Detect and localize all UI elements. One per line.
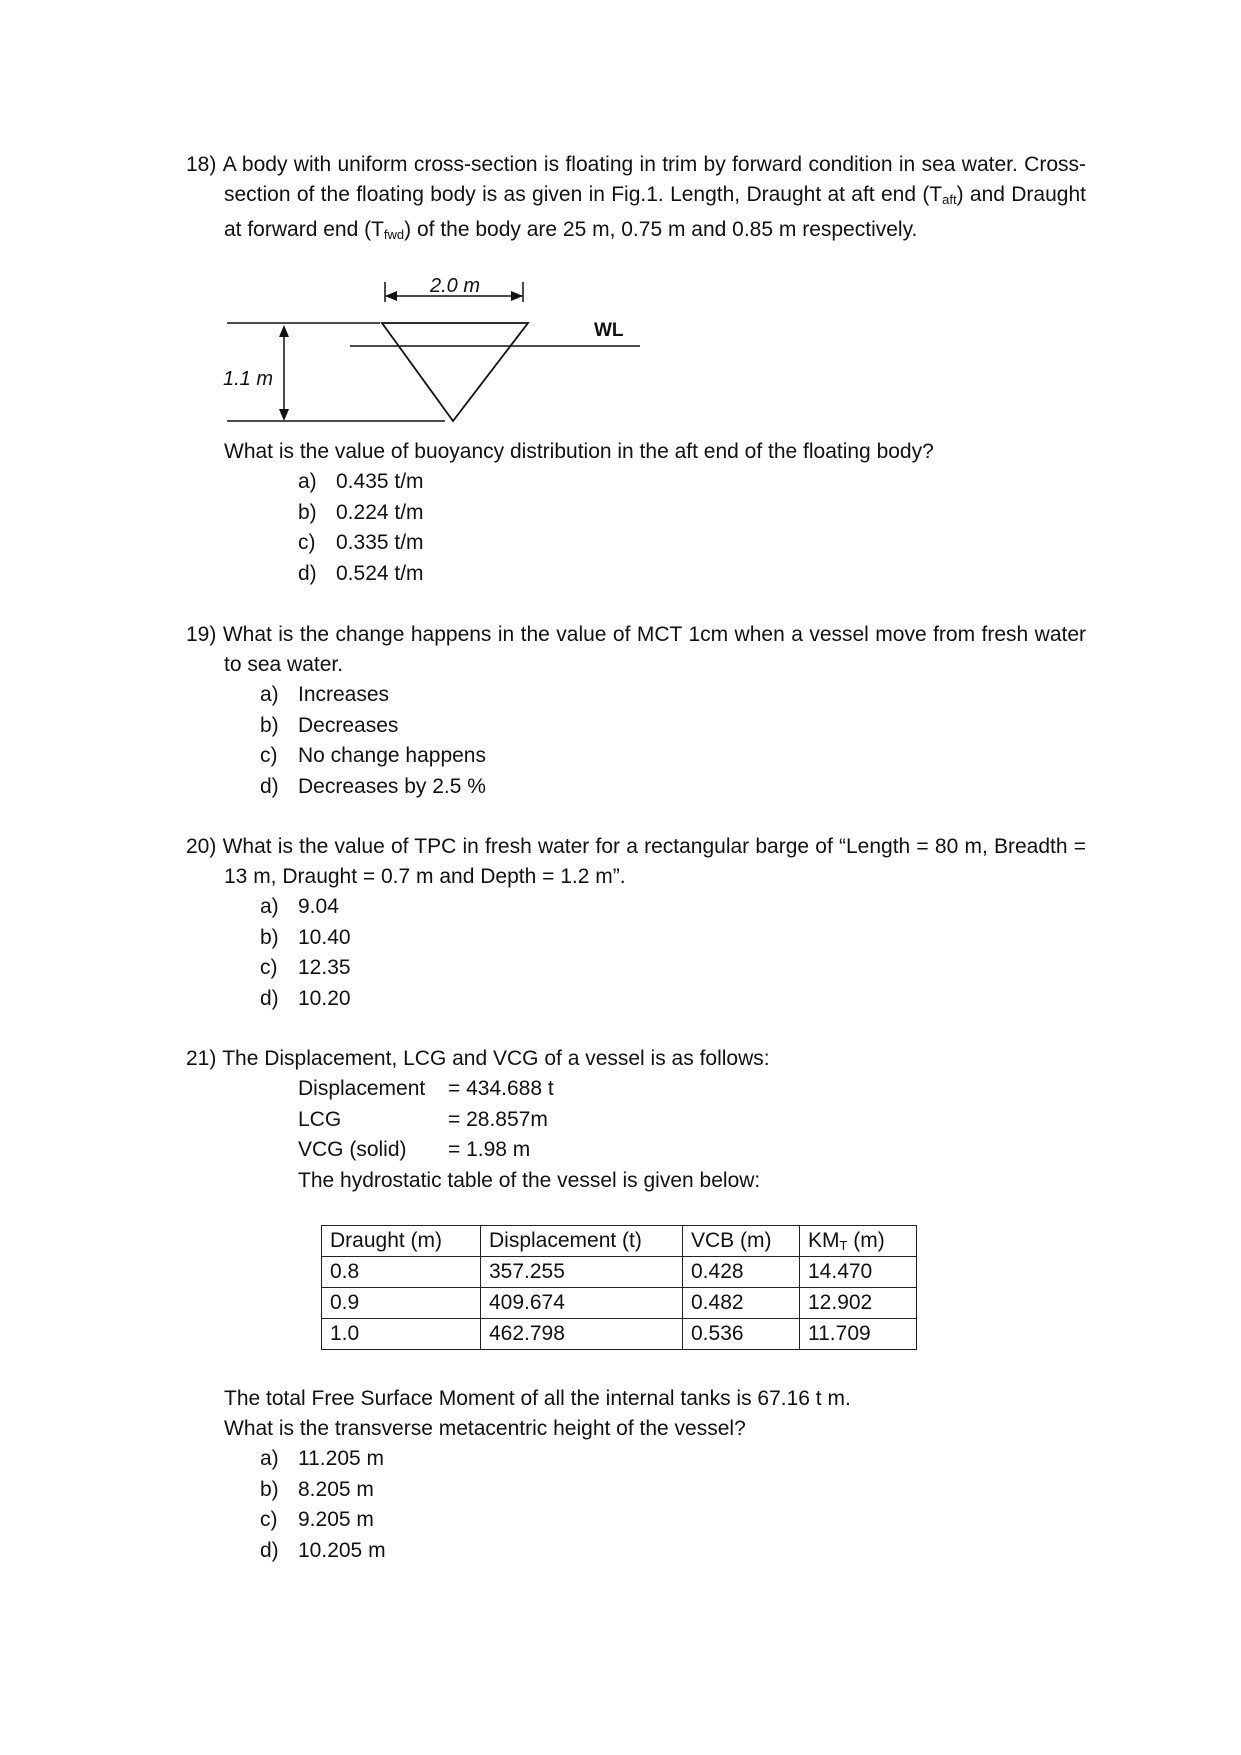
question-21-stem: 21) The Displacement, LCG and VCG of a vessel is as follows: (186, 1047, 770, 1070)
options-21 (260, 1444, 1084, 1566)
cross-section-figure (0, 0, 1241, 460)
option[interactable]: a) 11.205 m (260, 1447, 384, 1470)
options-18 (298, 467, 1084, 589)
given-row: VCG (solid) = 1.98 m (298, 1138, 531, 1161)
question-21-question: What is the transverse metacentric height of the vessel? (224, 1417, 746, 1440)
option[interactable]: c) 12.35 (260, 956, 351, 979)
table-row (322, 1288, 917, 1319)
cell: 12.902 (800, 1288, 917, 1319)
triangle-section (382, 323, 528, 421)
question-19 (186, 620, 1086, 802)
col-header: Draught (m) (322, 1226, 481, 1257)
hydrostatic-table (321, 1225, 917, 1350)
stem-part: ) and Draught at forward end (T (224, 183, 1086, 241)
option[interactable]: d) 0.524 t/m (298, 561, 424, 585)
cell: 0.536 (683, 1319, 800, 1350)
wl-label: WL (594, 320, 624, 341)
question-number: 18) (186, 153, 217, 176)
option[interactable]: a) 9.04 (260, 895, 339, 918)
option[interactable]: b) Decreases (260, 713, 399, 737)
col-header-km: $KM_T$ (m) (800, 1226, 917, 1257)
stem-part: ) of the body are 25 m, 0.75 m and 0.85 m respectively. (404, 218, 918, 241)
cell: 0.428 (683, 1257, 800, 1288)
cell: 409.674 (481, 1288, 683, 1319)
question-21 (186, 1044, 1086, 1074)
option[interactable]: a) Increases (260, 683, 390, 706)
question-number: 20) (186, 835, 217, 858)
options-19 (260, 680, 1086, 802)
option[interactable]: b) 10.40 (260, 925, 351, 949)
width-label: 2.0 m (429, 275, 481, 297)
col-header: Displacement (t) (481, 1226, 683, 1257)
col-header: VCB (m) (683, 1226, 800, 1257)
table-row (322, 1257, 917, 1288)
option[interactable]: c) No change happens (260, 744, 486, 767)
given-row: Displacement = 434.688 t (298, 1077, 554, 1100)
question-20 (186, 832, 1086, 1014)
cell: 0.482 (683, 1288, 800, 1319)
option[interactable]: a) 0.435 t/m (298, 470, 424, 493)
question-20-stem: 20) What is the value of TPC in fresh water for a rectangular barge of “Length = 80 m, Breadth = 13 m, Draught = 0.7 m and Depth = 1.2 m”. (186, 835, 1087, 888)
given-row: LCG = 28.857m (298, 1107, 548, 1131)
question-18-ask (224, 437, 1084, 589)
table-header-row (322, 1226, 917, 1257)
question-number: 21) (186, 1047, 217, 1070)
option[interactable]: d) 10.20 (260, 986, 351, 1010)
height-label: 1.1 m (223, 368, 274, 390)
option[interactable]: b) 0.224 t/m (298, 500, 424, 524)
fsm-text: The total Free Surface Moment of all the internal tanks is 67.16 t m. (224, 1387, 851, 1410)
stem-part: A body with uniform cross-section is floating in trim by forward condition in sea water. Cross-section of the floating body is as given in Fig.1. Length, Draught at aft end (T (222, 153, 1086, 206)
given-values (298, 1074, 760, 1196)
option[interactable]: c) 9.205 m (260, 1508, 374, 1531)
cell: 1.0 (322, 1319, 481, 1350)
table-intro: The hydrostatic table of the vessel is given below: (298, 1168, 761, 1192)
cell: 11.709 (800, 1319, 917, 1350)
option[interactable]: d) Decreases by 2.5 % (260, 774, 486, 798)
options-20 (260, 892, 1086, 1014)
option[interactable]: c) 0.335 t/m (298, 531, 424, 554)
question-19-stem: 19) What is the change happens in the value of MCT 1cm when a vessel move from fresh water to sea water. (186, 623, 1087, 676)
cell: 357.255 (481, 1257, 683, 1288)
question-18-question: What is the value of buoyancy distribution in the aft end of the floating body? (224, 440, 934, 463)
table-row (322, 1319, 917, 1350)
subscript-fwd: fwd (383, 227, 405, 242)
cell: 462.798 (481, 1319, 683, 1350)
question-number: 19) (186, 623, 217, 646)
subscript-aft: aft (942, 192, 957, 207)
option[interactable]: d) 10.205 m (260, 1538, 386, 1562)
option[interactable]: b) 8.205 m (260, 1477, 374, 1501)
cell: 14.470 (800, 1257, 917, 1288)
cell: 0.9 (322, 1288, 481, 1319)
cell: 0.8 (322, 1257, 481, 1288)
question-21-ask (224, 1384, 1084, 1566)
